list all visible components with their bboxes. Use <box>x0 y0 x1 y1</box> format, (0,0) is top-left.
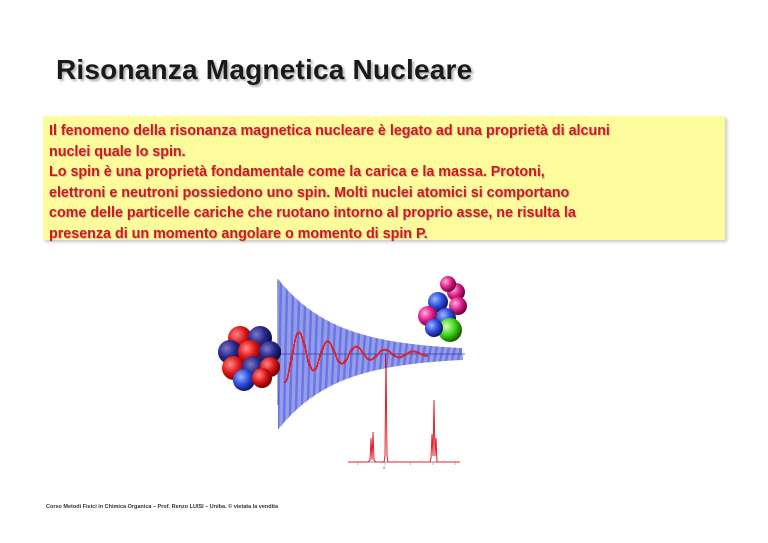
molecule-spheres-icon <box>418 276 467 342</box>
body-line-2: nuclei quale lo spin. <box>49 143 186 160</box>
nucleus-cluster-icon <box>218 326 281 391</box>
slide-title: Risonanza Magnetica Nucleare <box>56 54 473 85</box>
body-line-4: elettroni e neutroni possiedono uno spin. Molti nuclei atomici si comportano <box>49 184 570 201</box>
definition-box <box>43 116 725 240</box>
spectrum-tick-label: 0 <box>383 465 386 470</box>
slide-footer: Corso Metodi Fisici in Chimica Organica – Prof. Renzo LUISI – Uniba. © vietata la vendita <box>46 504 279 510</box>
body-line-3: Lo spin è una proprietà fondamentale come la carica e la massa. Protoni, <box>49 164 545 180</box>
body-line-1: Il fenomeno della risonanza magnetica nucleare è legato ad una proprietà di alcuni <box>49 123 610 139</box>
body-line-5: come delle particelle cariche che ruotano intorno al proprio asse, ne risulta la <box>49 205 576 221</box>
body-line-6: presenza di un momento angolare o momento di spin P. <box>49 225 428 242</box>
nmr-illustration <box>210 270 480 470</box>
